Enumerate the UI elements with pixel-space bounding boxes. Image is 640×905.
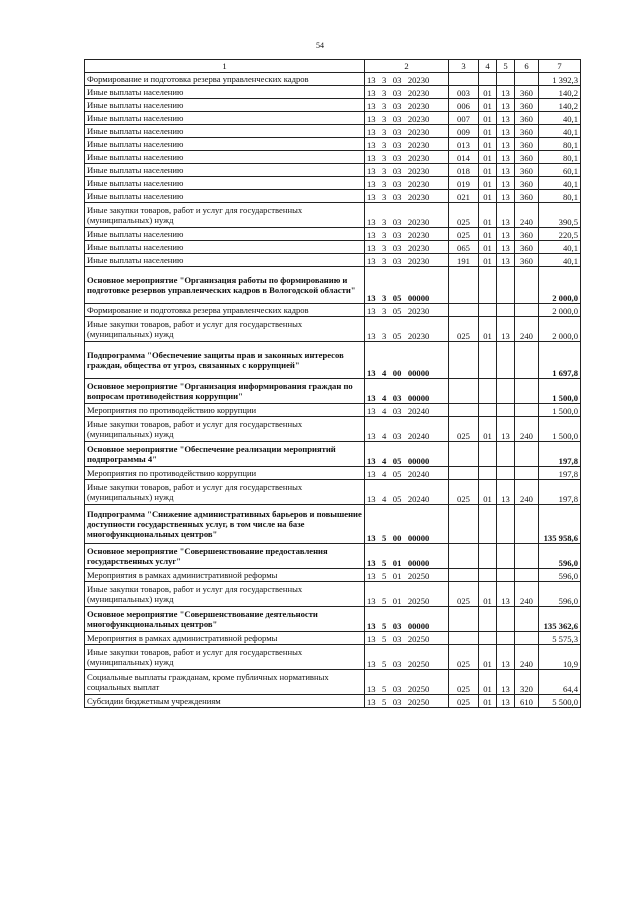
- row-name-cell: Мероприятия в рамках административной реформы: [85, 632, 365, 645]
- expense-type-code-cell: [449, 467, 479, 480]
- table-row: [85, 632, 581, 645]
- expense-type-code-cell: [449, 569, 479, 582]
- classifier-code-cell: 360: [515, 125, 539, 138]
- amount-cell: 1 500,0: [539, 379, 581, 404]
- section-code-cell: 01: [479, 138, 497, 151]
- section-code-cell: 01: [479, 480, 497, 505]
- amount-cell: 60,1: [539, 164, 581, 177]
- classifier-code-cell: [515, 607, 539, 632]
- section-code-cell: 01: [479, 241, 497, 254]
- table-header-row: [85, 60, 581, 73]
- section-code-cell: 01: [479, 164, 497, 177]
- subsection-code-cell: [497, 442, 515, 467]
- section-code-cell: [479, 632, 497, 645]
- section-code-cell: [479, 379, 497, 404]
- amount-cell: 1 500,0: [539, 417, 581, 442]
- classifier-code-cell: 240: [515, 203, 539, 228]
- expense-type-code-cell: 007: [449, 112, 479, 125]
- section-code-cell: [479, 73, 497, 86]
- expense-type-code-cell: [449, 304, 479, 317]
- row-name-cell: Иные закупки товаров, работ и услуг для государственных (муниципальных) нужд: [85, 203, 365, 228]
- subsection-code-cell: 13: [497, 670, 515, 695]
- header-col-7: 7: [539, 60, 581, 73]
- amount-cell: 40,1: [539, 254, 581, 267]
- row-name-cell: Формирование и подготовка резерва управленческих кадров: [85, 304, 365, 317]
- subsection-code-cell: [497, 632, 515, 645]
- subsection-code-cell: 13: [497, 228, 515, 241]
- budget-table: [84, 59, 581, 708]
- table-row: [85, 379, 581, 404]
- header-col-2: 2: [365, 60, 449, 73]
- subsection-code-cell: [497, 404, 515, 417]
- section-code-cell: 01: [479, 99, 497, 112]
- table-row: [85, 164, 581, 177]
- expense-type-code-cell: [449, 607, 479, 632]
- table-row: [85, 417, 581, 442]
- row-name-cell: Мероприятия в рамках административной реформы: [85, 569, 365, 582]
- target-article-code-cell: 13 4 03 00000: [365, 379, 449, 404]
- subsection-code-cell: 13: [497, 254, 515, 267]
- section-code-cell: 01: [479, 254, 497, 267]
- subsection-code-cell: 13: [497, 190, 515, 203]
- table-row: [85, 582, 581, 607]
- amount-cell: 80,1: [539, 138, 581, 151]
- table-row: [85, 112, 581, 125]
- classifier-code-cell: 360: [515, 254, 539, 267]
- section-code-cell: 01: [479, 645, 497, 670]
- target-article-code-cell: 13 5 03 20250: [365, 632, 449, 645]
- row-name-cell: Иные закупки товаров, работ и услуг для государственных (муниципальных) нужд: [85, 417, 365, 442]
- subsection-code-cell: [497, 73, 515, 86]
- expense-type-code-cell: [449, 632, 479, 645]
- table-row: [85, 267, 581, 304]
- subsection-code-cell: 13: [497, 695, 515, 708]
- subsection-code-cell: 13: [497, 86, 515, 99]
- row-name-cell: Иные выплаты населению: [85, 177, 365, 190]
- expense-type-code-cell: 191: [449, 254, 479, 267]
- expense-type-code-cell: 014: [449, 151, 479, 164]
- section-code-cell: [479, 505, 497, 544]
- classifier-code-cell: 360: [515, 190, 539, 203]
- expense-type-code-cell: 025: [449, 203, 479, 228]
- section-code-cell: 01: [479, 112, 497, 125]
- classifier-code-cell: 360: [515, 138, 539, 151]
- target-article-code-cell: 13 3 03 20230: [365, 86, 449, 99]
- subsection-code-cell: [497, 467, 515, 480]
- amount-cell: 140,2: [539, 99, 581, 112]
- table-row: [85, 404, 581, 417]
- amount-cell: 140,2: [539, 86, 581, 99]
- classifier-code-cell: 360: [515, 112, 539, 125]
- classifier-code-cell: 360: [515, 151, 539, 164]
- classifier-code-cell: [515, 267, 539, 304]
- subsection-code-cell: 13: [497, 645, 515, 670]
- section-code-cell: [479, 569, 497, 582]
- expense-type-code-cell: 013: [449, 138, 479, 151]
- target-article-code-cell: 13 4 00 00000: [365, 342, 449, 379]
- amount-cell: 1 697,8: [539, 342, 581, 379]
- amount-cell: 80,1: [539, 151, 581, 164]
- classifier-code-cell: [515, 544, 539, 569]
- table-row: [85, 670, 581, 695]
- table-body: [85, 73, 581, 708]
- table-row: [85, 138, 581, 151]
- classifier-code-cell: [515, 342, 539, 379]
- classifier-code-cell: [515, 467, 539, 480]
- classifier-code-cell: 240: [515, 317, 539, 342]
- row-name-cell: Иные выплаты населению: [85, 228, 365, 241]
- expense-type-code-cell: 025: [449, 228, 479, 241]
- subsection-code-cell: 13: [497, 99, 515, 112]
- subsection-code-cell: [497, 607, 515, 632]
- target-article-code-cell: 13 3 05 20230: [365, 304, 449, 317]
- row-name-cell: Иные выплаты населению: [85, 125, 365, 138]
- row-name-cell: Основное мероприятие "Совершенствование деятельности многофункциональных центров": [85, 607, 365, 632]
- row-name-cell: Иные выплаты населению: [85, 138, 365, 151]
- classifier-code-cell: 240: [515, 417, 539, 442]
- section-code-cell: 01: [479, 317, 497, 342]
- table-row: [85, 254, 581, 267]
- subsection-code-cell: [497, 379, 515, 404]
- target-article-code-cell: 13 4 03 20240: [365, 417, 449, 442]
- section-code-cell: 01: [479, 203, 497, 228]
- row-name-cell: Иные выплаты населению: [85, 112, 365, 125]
- row-name-cell: Иные закупки товаров, работ и услуг для государственных (муниципальных) нужд: [85, 645, 365, 670]
- target-article-code-cell: 13 3 03 20230: [365, 190, 449, 203]
- section-code-cell: [479, 267, 497, 304]
- subsection-code-cell: [497, 569, 515, 582]
- header-col-4: 4: [479, 60, 497, 73]
- subsection-code-cell: [497, 342, 515, 379]
- expense-type-code-cell: 025: [449, 645, 479, 670]
- expense-type-code-cell: [449, 342, 479, 379]
- target-article-code-cell: 13 3 03 20230: [365, 99, 449, 112]
- table-row: [85, 125, 581, 138]
- section-code-cell: [479, 467, 497, 480]
- row-name-cell: Основное мероприятие "Обеспечение реализации мероприятий подпрограммы 4": [85, 442, 365, 467]
- expense-type-code-cell: 003: [449, 86, 479, 99]
- expense-type-code-cell: 018: [449, 164, 479, 177]
- table-row: [85, 442, 581, 467]
- classifier-code-cell: [515, 505, 539, 544]
- target-article-code-cell: 13 4 05 20240: [365, 467, 449, 480]
- classifier-code-cell: [515, 404, 539, 417]
- section-code-cell: [479, 404, 497, 417]
- subsection-code-cell: [497, 505, 515, 544]
- subsection-code-cell: 13: [497, 203, 515, 228]
- section-code-cell: 01: [479, 151, 497, 164]
- classifier-code-cell: 360: [515, 228, 539, 241]
- classifier-code-cell: 240: [515, 645, 539, 670]
- target-article-code-cell: 13 4 05 20240: [365, 480, 449, 505]
- row-name-cell: Мероприятия по противодействию коррупции: [85, 467, 365, 480]
- amount-cell: 5 500,0: [539, 695, 581, 708]
- header-col-6: 6: [515, 60, 539, 73]
- amount-cell: 220,5: [539, 228, 581, 241]
- expense-type-code-cell: 021: [449, 190, 479, 203]
- row-name-cell: Основное мероприятие "Организация информирования граждан по вопросам противодействия коррупции": [85, 379, 365, 404]
- expense-type-code-cell: [449, 544, 479, 569]
- table-row: [85, 177, 581, 190]
- expense-type-code-cell: [449, 73, 479, 86]
- classifier-code-cell: [515, 632, 539, 645]
- amount-cell: 64,4: [539, 670, 581, 695]
- expense-type-code-cell: 006: [449, 99, 479, 112]
- row-name-cell: Иные выплаты населению: [85, 99, 365, 112]
- target-article-code-cell: 13 3 03 20230: [365, 254, 449, 267]
- row-name-cell: Иные выплаты населению: [85, 241, 365, 254]
- table-row: [85, 73, 581, 86]
- amount-cell: 40,1: [539, 177, 581, 190]
- amount-cell: 80,1: [539, 190, 581, 203]
- amount-cell: 10,9: [539, 645, 581, 670]
- section-code-cell: 01: [479, 670, 497, 695]
- table-row: [85, 190, 581, 203]
- subsection-code-cell: 13: [497, 241, 515, 254]
- section-code-cell: 01: [479, 695, 497, 708]
- classifier-code-cell: 360: [515, 86, 539, 99]
- target-article-code-cell: 13 5 01 20250: [365, 569, 449, 582]
- section-code-cell: [479, 607, 497, 632]
- row-name-cell: Иные выплаты населению: [85, 86, 365, 99]
- row-name-cell: Формирование и подготовка резерва управленческих кадров: [85, 73, 365, 86]
- subsection-code-cell: 13: [497, 164, 515, 177]
- expense-type-code-cell: [449, 404, 479, 417]
- subsection-code-cell: 13: [497, 151, 515, 164]
- table-row: [85, 228, 581, 241]
- table-row: [85, 569, 581, 582]
- subsection-code-cell: 13: [497, 317, 515, 342]
- section-code-cell: [479, 442, 497, 467]
- classifier-code-cell: 240: [515, 582, 539, 607]
- row-name-cell: Социальные выплаты гражданам, кроме публичных нормативных социальных выплат: [85, 670, 365, 695]
- classifier-code-cell: 360: [515, 177, 539, 190]
- expense-type-code-cell: [449, 505, 479, 544]
- target-article-code-cell: 13 5 03 20250: [365, 670, 449, 695]
- amount-cell: 197,8: [539, 480, 581, 505]
- table-row: [85, 695, 581, 708]
- classifier-code-cell: 610: [515, 695, 539, 708]
- classifier-code-cell: [515, 379, 539, 404]
- expense-type-code-cell: [449, 379, 479, 404]
- target-article-code-cell: 13 3 03 20230: [365, 164, 449, 177]
- section-code-cell: [479, 342, 497, 379]
- target-article-code-cell: 13 5 03 00000: [365, 607, 449, 632]
- header-col-1: 1: [85, 60, 365, 73]
- section-code-cell: 01: [479, 177, 497, 190]
- section-code-cell: 01: [479, 228, 497, 241]
- row-name-cell: Иные выплаты населению: [85, 254, 365, 267]
- amount-cell: 1 500,0: [539, 404, 581, 417]
- expense-type-code-cell: [449, 267, 479, 304]
- subsection-code-cell: 13: [497, 138, 515, 151]
- row-name-cell: Иные закупки товаров, работ и услуг для государственных (муниципальных) нужд: [85, 317, 365, 342]
- target-article-code-cell: 13 3 03 20230: [365, 241, 449, 254]
- classifier-code-cell: 360: [515, 241, 539, 254]
- target-article-code-cell: 13 3 03 20230: [365, 228, 449, 241]
- subsection-code-cell: [497, 304, 515, 317]
- table-row: [85, 99, 581, 112]
- table-row: [85, 203, 581, 228]
- section-code-cell: 01: [479, 190, 497, 203]
- row-name-cell: Иные закупки товаров, работ и услуг для государственных (муниципальных) нужд: [85, 480, 365, 505]
- row-name-cell: Иные выплаты населению: [85, 151, 365, 164]
- amount-cell: 197,8: [539, 442, 581, 467]
- classifier-code-cell: 320: [515, 670, 539, 695]
- table-row: [85, 544, 581, 569]
- expense-type-code-cell: 025: [449, 317, 479, 342]
- header-col-5: 5: [497, 60, 515, 73]
- target-article-code-cell: 13 3 05 20230: [365, 317, 449, 342]
- classifier-code-cell: 360: [515, 164, 539, 177]
- target-article-code-cell: 13 3 03 20230: [365, 73, 449, 86]
- target-article-code-cell: 13 4 05 00000: [365, 442, 449, 467]
- amount-cell: 390,5: [539, 203, 581, 228]
- amount-cell: 1 392,3: [539, 73, 581, 86]
- amount-cell: 2 000,0: [539, 304, 581, 317]
- subsection-code-cell: [497, 544, 515, 569]
- row-name-cell: Мероприятия по противодействию коррупции: [85, 404, 365, 417]
- subsection-code-cell: [497, 267, 515, 304]
- amount-cell: 2 000,0: [539, 317, 581, 342]
- expense-type-code-cell: 025: [449, 480, 479, 505]
- row-name-cell: Иные выплаты населению: [85, 190, 365, 203]
- expense-type-code-cell: 025: [449, 417, 479, 442]
- row-name-cell: Основное мероприятие "Совершенствование предоставления государственных услуг": [85, 544, 365, 569]
- subsection-code-cell: 13: [497, 125, 515, 138]
- section-code-cell: 01: [479, 125, 497, 138]
- amount-cell: 135 362,6: [539, 607, 581, 632]
- classifier-code-cell: 360: [515, 99, 539, 112]
- expense-type-code-cell: [449, 442, 479, 467]
- classifier-code-cell: [515, 442, 539, 467]
- section-code-cell: [479, 544, 497, 569]
- target-article-code-cell: 13 4 03 20240: [365, 404, 449, 417]
- amount-cell: 40,1: [539, 241, 581, 254]
- expense-type-code-cell: 019: [449, 177, 479, 190]
- section-code-cell: [479, 304, 497, 317]
- target-article-code-cell: 13 3 03 20230: [365, 203, 449, 228]
- section-code-cell: 01: [479, 582, 497, 607]
- header-col-3: 3: [449, 60, 479, 73]
- subsection-code-cell: 13: [497, 582, 515, 607]
- table-row: [85, 151, 581, 164]
- amount-cell: 2 000,0: [539, 267, 581, 304]
- target-article-code-cell: 13 3 03 20230: [365, 138, 449, 151]
- classifier-code-cell: [515, 73, 539, 86]
- amount-cell: 40,1: [539, 125, 581, 138]
- row-name-cell: Основное мероприятие "Организация работы по формированию и подготовке резервов управленческих кадров в Вологодской области": [85, 267, 365, 304]
- subsection-code-cell: 13: [497, 417, 515, 442]
- table-row: [85, 342, 581, 379]
- expense-type-code-cell: 009: [449, 125, 479, 138]
- target-article-code-cell: 13 5 03 20250: [365, 695, 449, 708]
- expense-type-code-cell: 025: [449, 670, 479, 695]
- amount-cell: 197,8: [539, 467, 581, 480]
- amount-cell: 596,0: [539, 582, 581, 607]
- table-row: [85, 304, 581, 317]
- row-name-cell: Иные выплаты населению: [85, 164, 365, 177]
- target-article-code-cell: 13 3 05 00000: [365, 267, 449, 304]
- table-row: [85, 607, 581, 632]
- target-article-code-cell: 13 3 03 20230: [365, 112, 449, 125]
- classifier-code-cell: 240: [515, 480, 539, 505]
- table-row: [85, 86, 581, 99]
- amount-cell: 596,0: [539, 544, 581, 569]
- target-article-code-cell: 13 5 00 00000: [365, 505, 449, 544]
- table-row: [85, 480, 581, 505]
- table-row: [85, 241, 581, 254]
- row-name-cell: Субсидии бюджетным учреждениям: [85, 695, 365, 708]
- section-code-cell: 01: [479, 86, 497, 99]
- row-name-cell: Подпрограмма "Обеспечение защиты прав и законных интересов граждан, общества от угроз, связанных с коррупцией": [85, 342, 365, 379]
- subsection-code-cell: 13: [497, 112, 515, 125]
- amount-cell: 5 575,3: [539, 632, 581, 645]
- target-article-code-cell: 13 3 03 20230: [365, 125, 449, 138]
- classifier-code-cell: [515, 569, 539, 582]
- row-name-cell: Иные закупки товаров, работ и услуг для государственных (муниципальных) нужд: [85, 582, 365, 607]
- amount-cell: 40,1: [539, 112, 581, 125]
- target-article-code-cell: 13 3 03 20230: [365, 177, 449, 190]
- classifier-code-cell: [515, 304, 539, 317]
- amount-cell: 596,0: [539, 569, 581, 582]
- table-row: [85, 317, 581, 342]
- expense-type-code-cell: 025: [449, 695, 479, 708]
- target-article-code-cell: 13 5 01 00000: [365, 544, 449, 569]
- target-article-code-cell: 13 5 03 20250: [365, 645, 449, 670]
- section-code-cell: 01: [479, 417, 497, 442]
- table-row: [85, 467, 581, 480]
- table-row: [85, 645, 581, 670]
- table-row: [85, 505, 581, 544]
- amount-cell: 135 958,6: [539, 505, 581, 544]
- subsection-code-cell: 13: [497, 177, 515, 190]
- expense-type-code-cell: 025: [449, 582, 479, 607]
- row-name-cell: Подпрограмма "Снижение административных барьеров и повышение доступности государственных услуг, в том числе на базе многофункциональных центров": [85, 505, 365, 544]
- expense-type-code-cell: 065: [449, 241, 479, 254]
- page-number: 54: [316, 41, 324, 50]
- subsection-code-cell: 13: [497, 480, 515, 505]
- target-article-code-cell: 13 3 03 20230: [365, 151, 449, 164]
- target-article-code-cell: 13 5 01 20250: [365, 582, 449, 607]
